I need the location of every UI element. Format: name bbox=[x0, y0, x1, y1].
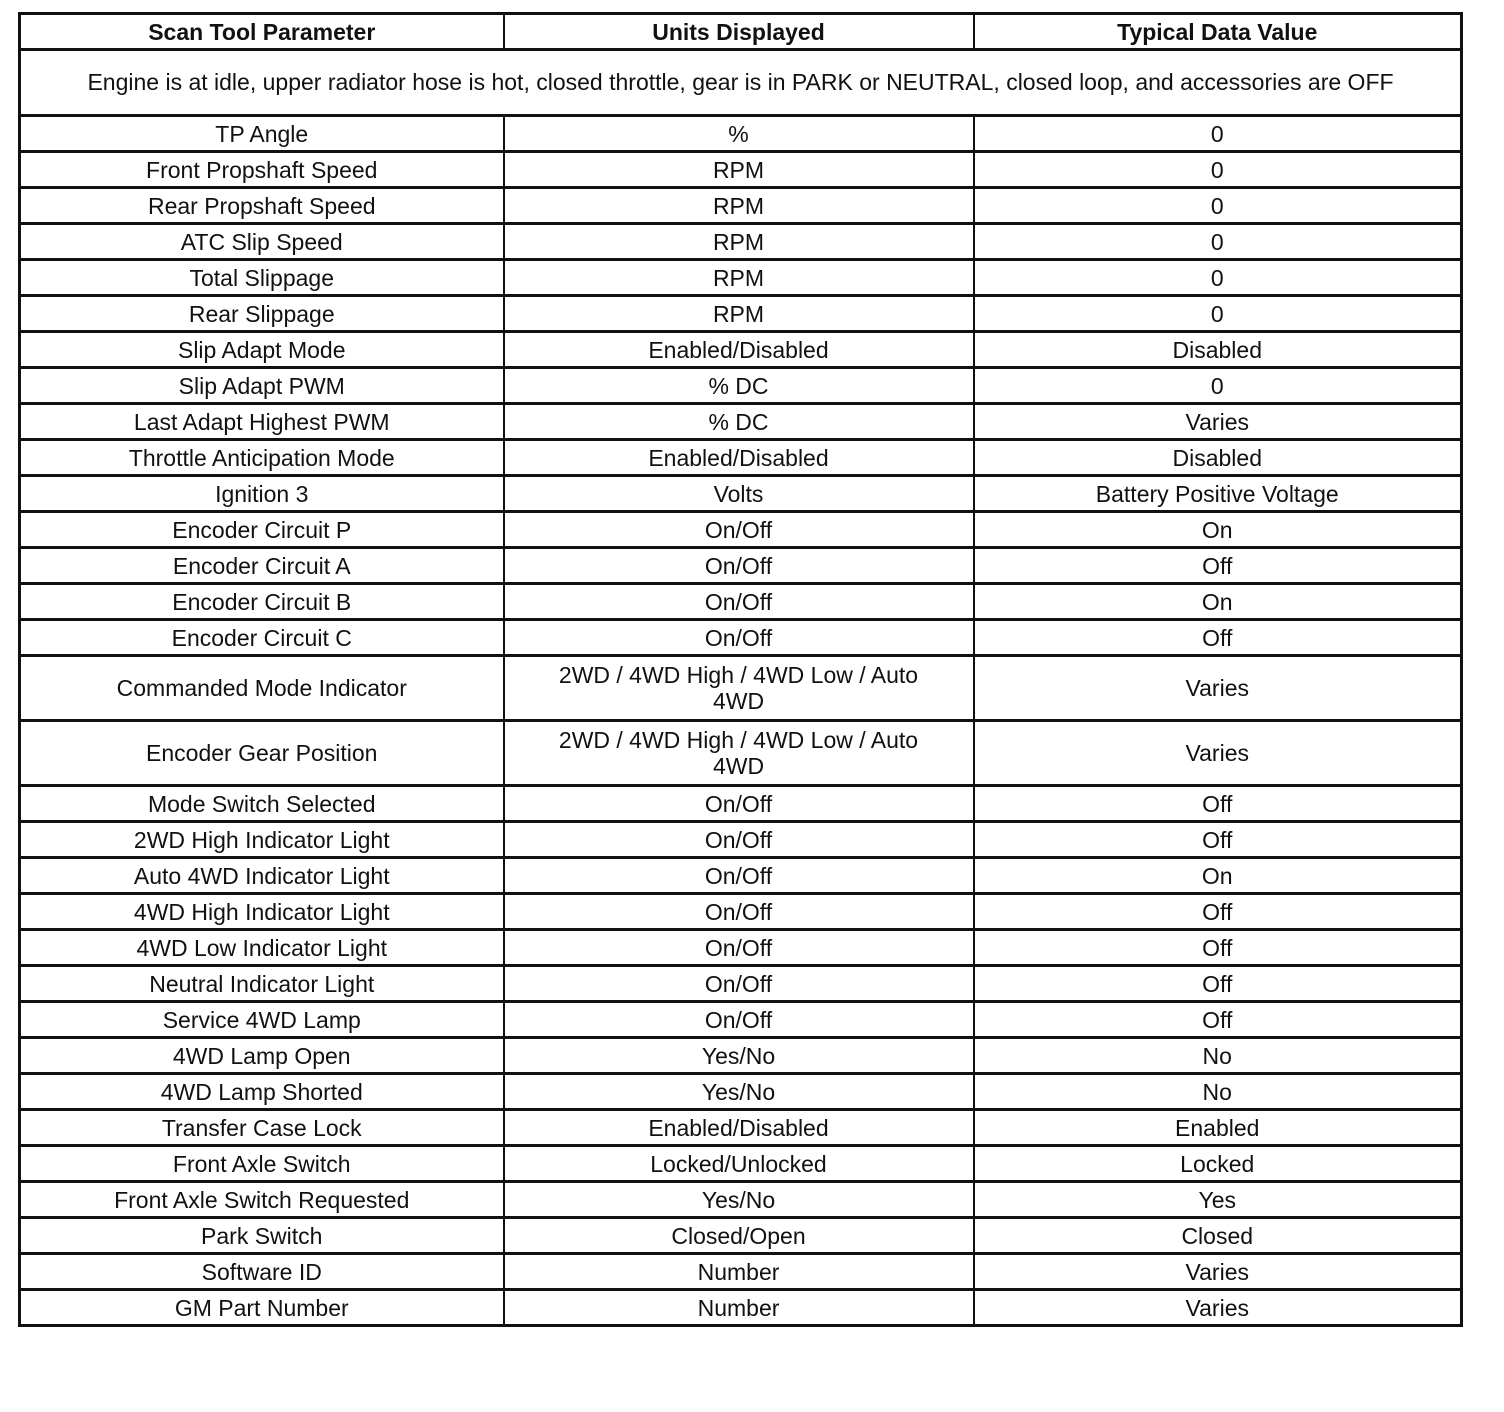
parameter-cell: Slip Adapt Mode bbox=[20, 332, 504, 368]
table-row bbox=[20, 476, 1462, 512]
units-text: 2WD / 4WD High / 4WD Low / Auto 4WD bbox=[558, 662, 919, 714]
parameter-cell: ATC Slip Speed bbox=[20, 224, 504, 260]
parameter-cell: Front Axle Switch bbox=[20, 1146, 504, 1182]
typical-value-cell: Disabled bbox=[974, 332, 1462, 368]
typical-value-cell: Off bbox=[974, 930, 1462, 966]
table-row bbox=[20, 512, 1462, 548]
typical-value-cell: Varies bbox=[974, 656, 1462, 721]
column-header-typical: Typical Data Value bbox=[974, 14, 1462, 50]
units-cell: Closed/Open bbox=[504, 1218, 974, 1254]
units-cell: On/Off bbox=[504, 548, 974, 584]
units-cell bbox=[504, 721, 974, 786]
parameter-cell: 4WD Lamp Shorted bbox=[20, 1074, 504, 1110]
units-cell: On/Off bbox=[504, 786, 974, 822]
table-row bbox=[20, 440, 1462, 476]
typical-value-cell: 0 bbox=[974, 368, 1462, 404]
parameter-cell: Commanded Mode Indicator bbox=[20, 656, 504, 721]
units-cell: On/Off bbox=[504, 584, 974, 620]
typical-value-cell: Off bbox=[974, 822, 1462, 858]
units-cell: On/Off bbox=[504, 894, 974, 930]
parameter-cell: 4WD Lamp Open bbox=[20, 1038, 504, 1074]
table-row bbox=[20, 966, 1462, 1002]
parameter-cell: Park Switch bbox=[20, 1218, 504, 1254]
column-header-units: Units Displayed bbox=[504, 14, 974, 50]
units-cell: Volts bbox=[504, 476, 974, 512]
parameter-cell: 2WD High Indicator Light bbox=[20, 822, 504, 858]
units-cell: On/Off bbox=[504, 966, 974, 1002]
table-row bbox=[20, 786, 1462, 822]
parameter-cell: Service 4WD Lamp bbox=[20, 1002, 504, 1038]
table-row bbox=[20, 894, 1462, 930]
units-cell: RPM bbox=[504, 188, 974, 224]
condition-note: Engine is at idle, upper radiator hose is hot, closed throttle, gear is in PARK or NEUTRAL, closed loop, and accessories are OFF bbox=[20, 50, 1462, 116]
table-row bbox=[20, 116, 1462, 152]
parameter-cell: Total Slippage bbox=[20, 260, 504, 296]
table-row bbox=[20, 1146, 1462, 1182]
parameter-cell: Encoder Circuit A bbox=[20, 548, 504, 584]
parameter-cell: Transfer Case Lock bbox=[20, 1110, 504, 1146]
units-cell: Locked/Unlocked bbox=[504, 1146, 974, 1182]
typical-value-cell: Varies bbox=[974, 721, 1462, 786]
units-cell: RPM bbox=[504, 296, 974, 332]
units-cell: % bbox=[504, 116, 974, 152]
table-header-row bbox=[20, 14, 1462, 50]
parameter-cell: Last Adapt Highest PWM bbox=[20, 404, 504, 440]
parameter-cell: Encoder Gear Position bbox=[20, 721, 504, 786]
parameter-cell: Software ID bbox=[20, 1254, 504, 1290]
parameter-cell: Throttle Anticipation Mode bbox=[20, 440, 504, 476]
table-row bbox=[20, 721, 1462, 786]
scan-tool-data-table bbox=[18, 12, 1463, 1327]
table-row bbox=[20, 188, 1462, 224]
units-text: 2WD / 4WD High / 4WD Low / Auto 4WD bbox=[558, 727, 919, 779]
table-row bbox=[20, 368, 1462, 404]
units-cell: On/Off bbox=[504, 620, 974, 656]
parameter-cell: 4WD Low Indicator Light bbox=[20, 930, 504, 966]
typical-value-cell: Yes bbox=[974, 1182, 1462, 1218]
table-row bbox=[20, 1038, 1462, 1074]
units-cell: Enabled/Disabled bbox=[504, 440, 974, 476]
units-cell: % DC bbox=[504, 404, 974, 440]
table-row bbox=[20, 1074, 1462, 1110]
units-cell: On/Off bbox=[504, 858, 974, 894]
scan-tool-data-sheet bbox=[18, 12, 1460, 1327]
typical-value-cell: Locked bbox=[974, 1146, 1462, 1182]
typical-value-cell: Closed bbox=[974, 1218, 1462, 1254]
typical-value-cell: No bbox=[974, 1074, 1462, 1110]
units-cell: RPM bbox=[504, 224, 974, 260]
typical-value-cell: Off bbox=[974, 1002, 1462, 1038]
units-cell: RPM bbox=[504, 260, 974, 296]
table-row bbox=[20, 858, 1462, 894]
typical-value-cell: Off bbox=[974, 894, 1462, 930]
typical-value-cell: On bbox=[974, 858, 1462, 894]
table-row bbox=[20, 930, 1462, 966]
table-row bbox=[20, 1110, 1462, 1146]
typical-value-cell: Enabled bbox=[974, 1110, 1462, 1146]
table-row bbox=[20, 1218, 1462, 1254]
table-row bbox=[20, 260, 1462, 296]
units-cell: RPM bbox=[504, 152, 974, 188]
table-row bbox=[20, 584, 1462, 620]
table-row bbox=[20, 152, 1462, 188]
units-cell: On/Off bbox=[504, 930, 974, 966]
parameter-cell: Front Axle Switch Requested bbox=[20, 1182, 504, 1218]
parameter-cell: Ignition 3 bbox=[20, 476, 504, 512]
units-cell: On/Off bbox=[504, 512, 974, 548]
parameter-cell: Encoder Circuit P bbox=[20, 512, 504, 548]
column-header-parameter: Scan Tool Parameter bbox=[20, 14, 504, 50]
parameter-cell: Front Propshaft Speed bbox=[20, 152, 504, 188]
parameter-cell: Auto 4WD Indicator Light bbox=[20, 858, 504, 894]
typical-value-cell: On bbox=[974, 512, 1462, 548]
units-cell: % DC bbox=[504, 368, 974, 404]
parameter-cell: Mode Switch Selected bbox=[20, 786, 504, 822]
typical-value-cell: 0 bbox=[974, 296, 1462, 332]
parameter-cell: TP Angle bbox=[20, 116, 504, 152]
typical-value-cell: 0 bbox=[974, 224, 1462, 260]
units-cell: Yes/No bbox=[504, 1074, 974, 1110]
units-cell: On/Off bbox=[504, 1002, 974, 1038]
units-cell: Enabled/Disabled bbox=[504, 332, 974, 368]
typical-value-cell: 0 bbox=[974, 260, 1462, 296]
typical-value-cell: Disabled bbox=[974, 440, 1462, 476]
typical-value-cell: Off bbox=[974, 966, 1462, 1002]
typical-value-cell: On bbox=[974, 584, 1462, 620]
typical-value-cell: Off bbox=[974, 548, 1462, 584]
table-row bbox=[20, 822, 1462, 858]
condition-row bbox=[20, 50, 1462, 116]
typical-value-cell: Varies bbox=[974, 404, 1462, 440]
units-cell: Number bbox=[504, 1290, 974, 1326]
parameter-cell: GM Part Number bbox=[20, 1290, 504, 1326]
typical-value-cell: 0 bbox=[974, 152, 1462, 188]
typical-value-cell: Varies bbox=[974, 1254, 1462, 1290]
parameter-cell: Encoder Circuit B bbox=[20, 584, 504, 620]
table-row bbox=[20, 1254, 1462, 1290]
typical-value-cell: Off bbox=[974, 620, 1462, 656]
typical-value-cell: Battery Positive Voltage bbox=[974, 476, 1462, 512]
typical-value-cell: Off bbox=[974, 786, 1462, 822]
table-row bbox=[20, 1002, 1462, 1038]
parameter-cell: Rear Propshaft Speed bbox=[20, 188, 504, 224]
table-row bbox=[20, 1290, 1462, 1326]
units-cell: Number bbox=[504, 1254, 974, 1290]
table-row bbox=[20, 332, 1462, 368]
units-cell: On/Off bbox=[504, 822, 974, 858]
parameter-cell: Slip Adapt PWM bbox=[20, 368, 504, 404]
table-row bbox=[20, 656, 1462, 721]
table-row bbox=[20, 548, 1462, 584]
table-row bbox=[20, 620, 1462, 656]
parameter-cell: 4WD High Indicator Light bbox=[20, 894, 504, 930]
table-row bbox=[20, 296, 1462, 332]
units-cell: Yes/No bbox=[504, 1182, 974, 1218]
parameter-cell: Encoder Circuit C bbox=[20, 620, 504, 656]
table-row bbox=[20, 224, 1462, 260]
table-row bbox=[20, 404, 1462, 440]
units-cell bbox=[504, 656, 974, 721]
typical-value-cell: 0 bbox=[974, 116, 1462, 152]
parameter-cell: Rear Slippage bbox=[20, 296, 504, 332]
units-cell: Enabled/Disabled bbox=[504, 1110, 974, 1146]
typical-value-cell: 0 bbox=[974, 188, 1462, 224]
units-cell: Yes/No bbox=[504, 1038, 974, 1074]
table-row bbox=[20, 1182, 1462, 1218]
parameter-cell: Neutral Indicator Light bbox=[20, 966, 504, 1002]
typical-value-cell: No bbox=[974, 1038, 1462, 1074]
typical-value-cell: Varies bbox=[974, 1290, 1462, 1326]
